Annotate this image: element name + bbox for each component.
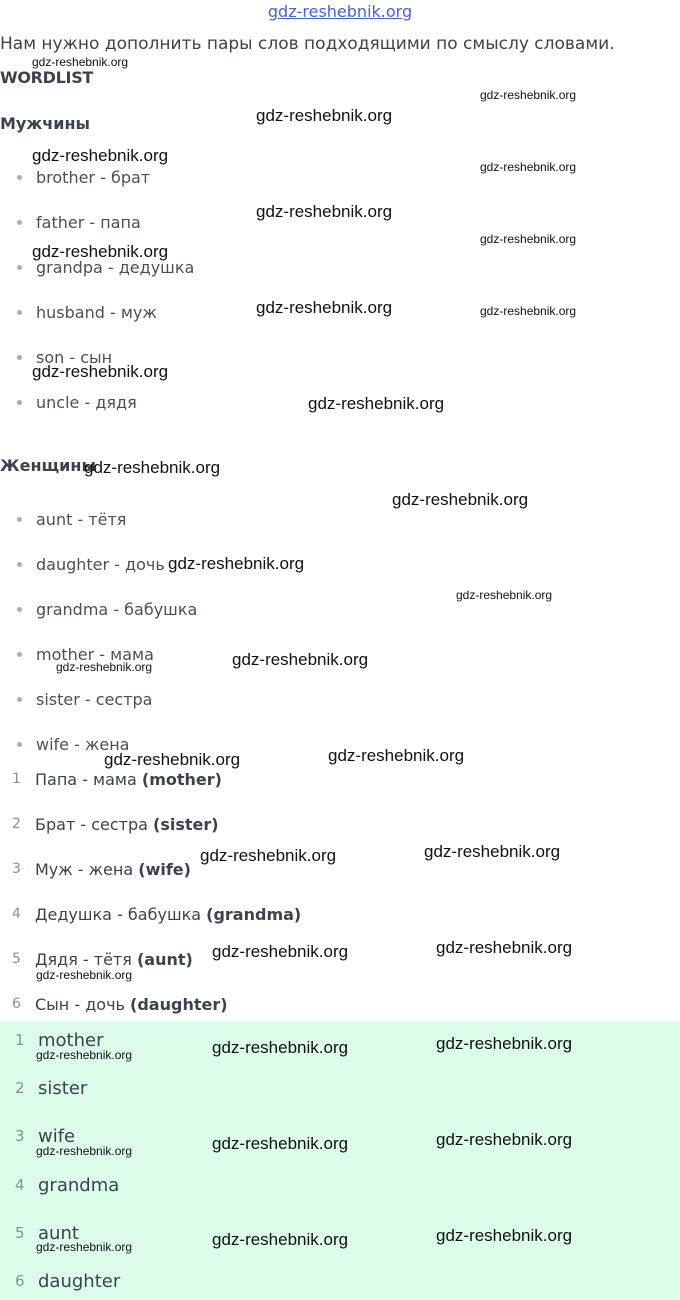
watermark: gdz-reshebnik.org (256, 298, 393, 317)
bullet-icon (17, 220, 22, 225)
pair-item: 4 Дедушка - бабушка (grandma) (12, 904, 302, 924)
watermark: gdz-reshebnik.org (212, 942, 349, 961)
watermark: gdz-reshebnik.org (480, 88, 577, 102)
watermark: gdz-reshebnik.org (480, 304, 577, 318)
answer-item: 4 grandma (15, 1174, 120, 1196)
bullet-icon (17, 175, 22, 180)
pair-item: 2 Брат - сестра (sister) (12, 814, 219, 834)
watermark: gdz-reshebnik.org (36, 968, 133, 982)
bullet-icon (17, 697, 22, 702)
answer-item: 1 mother (15, 1029, 104, 1051)
watermark: gdz-reshebnik.org (56, 660, 153, 674)
watermark: gdz-reshebnik.org (36, 1048, 133, 1062)
watermark: gdz-reshebnik.org (256, 106, 393, 125)
watermark: gdz-reshebnik.org (212, 1134, 349, 1153)
list-item: mother - мама (0, 643, 154, 665)
watermark: gdz-reshebnik.org (456, 588, 553, 602)
list-item: husband - муж (0, 301, 157, 323)
watermark: gdz-reshebnik.org (36, 1240, 133, 1254)
bullet-icon (17, 742, 22, 747)
watermark: gdz-reshebnik.org (436, 1034, 573, 1053)
watermark: gdz-reshebnik.org (32, 362, 169, 381)
bullet-icon (17, 562, 22, 567)
list-item: aunt - тётя (0, 508, 126, 530)
list-item: sister - сестра (0, 688, 152, 710)
bullet-icon (17, 517, 22, 522)
pair-item: 6 Сын - дочь (daughter) (12, 994, 228, 1014)
bullet-icon (17, 400, 22, 405)
watermark: gdz-reshebnik.org (436, 1226, 573, 1245)
watermark: gdz-reshebnik.org (308, 394, 445, 413)
watermark: gdz-reshebnik.org (168, 554, 305, 573)
list-item: grandma - бабушка (0, 598, 197, 620)
bullet-icon (17, 265, 22, 270)
bullet-icon (17, 310, 22, 315)
list-item: daughter - дочь (0, 553, 165, 575)
answer-item: 2 sister (15, 1077, 88, 1099)
watermark: gdz-reshebnik.org (32, 55, 129, 69)
watermark: gdz-reshebnik.org (36, 1144, 133, 1158)
bullet-icon (17, 652, 22, 657)
site-link[interactable]: gdz-reshebnik.org (267, 2, 413, 21)
task-intro: Нам нужно дополнить пары слов подходящими по смыслу словами. (0, 34, 615, 54)
list-item: brother - брат (0, 166, 150, 188)
watermark: gdz-reshebnik.org (256, 202, 393, 221)
bullet-icon (17, 355, 22, 360)
men-section-title: Мужчины (0, 114, 90, 133)
watermark: gdz-reshebnik.org (212, 1038, 349, 1057)
watermark: gdz-reshebnik.org (84, 458, 221, 477)
women-section-title: Женщины (0, 456, 96, 475)
bullet-icon (17, 607, 22, 612)
watermark: gdz-reshebnik.org (392, 490, 529, 509)
list-item: son - сын (0, 346, 112, 368)
list-item: uncle - дядя (0, 391, 137, 413)
list-item: grandpa - дедушка (0, 256, 194, 278)
watermark: gdz-reshebnik.org (480, 232, 577, 246)
answer-item: 6 daughter (15, 1270, 121, 1292)
pair-item: 1 Папа - мама (mother) (12, 769, 222, 789)
answer-item: 3 wife (15, 1125, 76, 1147)
pair-item: 5 Дядя - тётя (aunt) (12, 949, 193, 969)
watermark: gdz-reshebnik.org (436, 938, 573, 957)
answer-item: 5 aunt (15, 1222, 79, 1244)
answer-box (0, 1021, 680, 1300)
list-item: wife - жена (0, 733, 129, 755)
watermark: gdz-reshebnik.org (32, 242, 169, 261)
watermark: gdz-reshebnik.org (212, 1230, 349, 1249)
watermark: gdz-reshebnik.org (200, 846, 337, 865)
wordlist-heading: WORDLIST (0, 68, 94, 87)
pair-item: 3 Муж - жена (wife) (12, 859, 191, 879)
watermark: gdz-reshebnik.org (436, 1130, 573, 1149)
list-item: father - папа (0, 211, 141, 233)
watermark: gdz-reshebnik.org (328, 746, 465, 765)
watermark: gdz-reshebnik.org (32, 146, 169, 165)
watermark: gdz-reshebnik.org (232, 650, 369, 669)
watermark: gdz-reshebnik.org (104, 750, 241, 769)
watermark: gdz-reshebnik.org (480, 160, 577, 174)
watermark: gdz-reshebnik.org (424, 842, 561, 861)
